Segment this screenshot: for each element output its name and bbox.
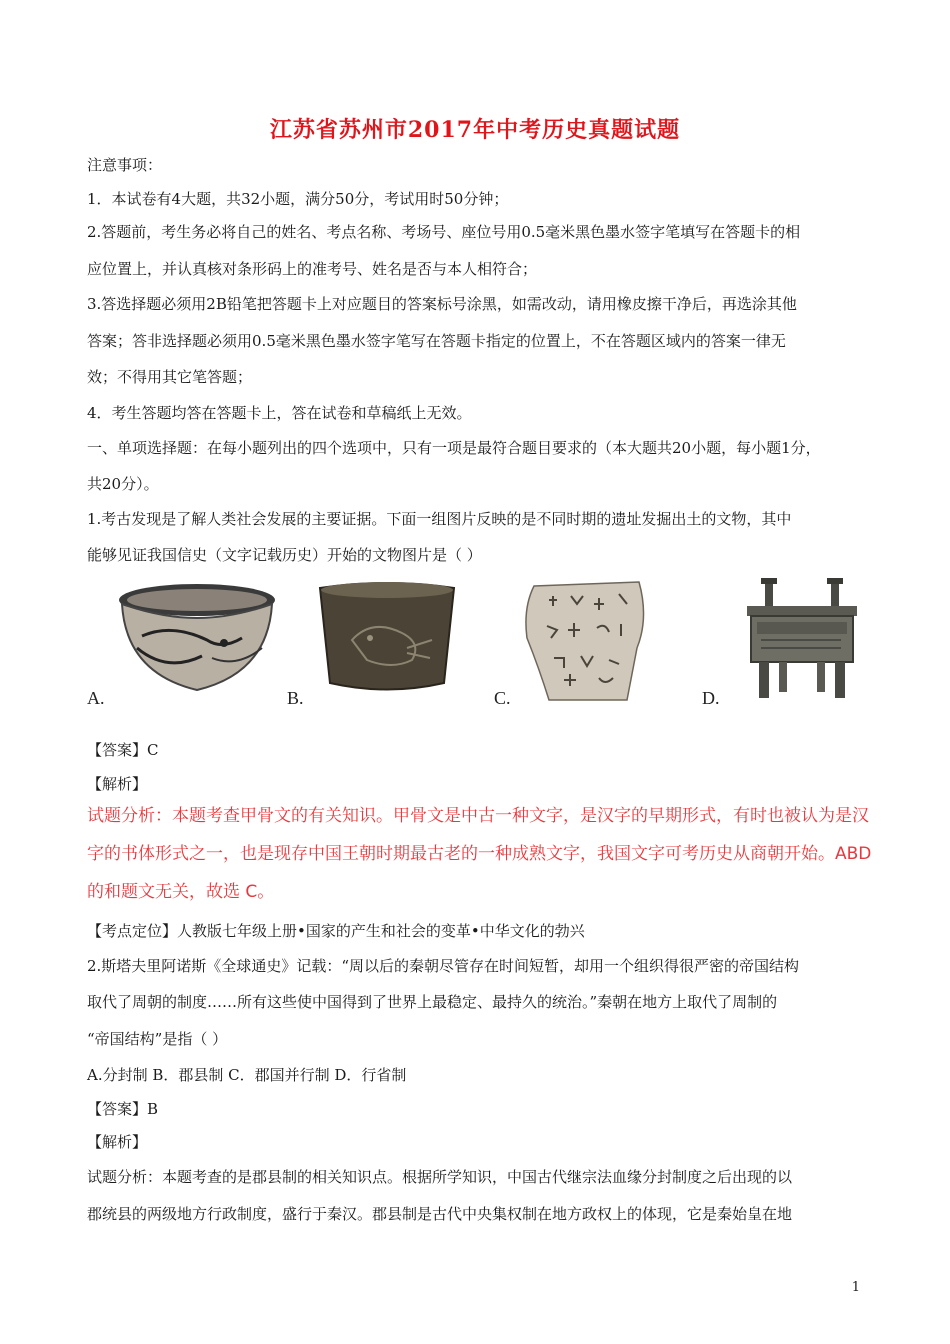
analysis-text: 郡统县的两级地方行政制度，盛行于秦汉。郡县制是古代中央集权制在地方政权上的体现，它是秦始皇在地 bbox=[87, 1205, 793, 1223]
question-stem: 能够见证我国信史（文字记载历史）开始的文物图片是（ ） bbox=[87, 546, 482, 564]
question-stem: 1.考古发现是了解人类社会发展的主要证据。下面一组图片反映的是不同时期的遗址发掘出土的文物，其中 bbox=[87, 510, 792, 528]
question-stem: 2.斯塔夫里阿诺斯《全球通史》记载：“周以后的秦朝尽管存在时间短暂，却用一个组织得很严密的帝国结构 bbox=[87, 957, 799, 975]
question-options: A.分封制 B．郡县制 C．郡国并行制 D．行省制 bbox=[87, 1066, 407, 1084]
notice-line: 3.答选择题必须用2B铅笔把答题卡上对应题目的答案标号涂黑，如需改动，请用橡皮擦干净后，再选涂其他 bbox=[87, 295, 797, 313]
oracle-bone-image bbox=[519, 578, 654, 703]
option-label-b: B. bbox=[287, 688, 304, 708]
answer: 【答案】B bbox=[87, 1100, 159, 1118]
answer: 【答案】C bbox=[87, 741, 159, 759]
notice-line: 4．考生答题均答在答题卡上，答在试卷和草稿纸上无效。 bbox=[87, 404, 472, 422]
option-label-c: C. bbox=[494, 688, 511, 708]
analysis-text: 字的书体形式之一，也是现存中国王朝时期最古老的一种成熟文字，我国文字可考历史从商朝开始。ABD bbox=[87, 844, 872, 864]
analysis-label: 【解析】 bbox=[87, 1133, 148, 1151]
question-stem: “帝国结构”是指（ ） bbox=[87, 1030, 228, 1048]
notice-heading: 注意事项： bbox=[87, 156, 163, 174]
option-label-a: A. bbox=[87, 688, 105, 708]
document-title: 江苏省苏州市2017年中考历史真题试题 bbox=[269, 117, 681, 143]
page-number: 1 bbox=[851, 1280, 860, 1295]
option-label-d: D. bbox=[702, 688, 720, 708]
bronze-ding-image bbox=[737, 578, 867, 703]
analysis-text: 的和题文无关，故选 C。 bbox=[87, 882, 275, 902]
analysis-text: 试题分析：本题考查甲骨文的有关知识。甲骨文是中古一种文字，是汉字的早期形式，有时也被认为是汉 bbox=[87, 806, 869, 826]
carved-vessel-image bbox=[312, 578, 462, 698]
artifact-images bbox=[87, 578, 877, 708]
notice-line: 效；不得用其它笔答题； bbox=[87, 368, 253, 386]
analysis-text: 试题分析：本题考查的是郡县制的相关知识点。根据所学知识，中国古代继宗法血缘分封制度之后出现的以 bbox=[87, 1168, 793, 1186]
section-instruction: 共20分）。 bbox=[87, 475, 159, 493]
analysis-label: 【解析】 bbox=[87, 775, 148, 793]
notice-line: 2.答题前，考生务必将自己的姓名、考点名称、考场号、座位号用0.5毫米黑色墨水签字笔填写在答题卡的相 bbox=[87, 223, 801, 241]
knowledge-point: 【考点定位】人教版七年级上册•国家的产生和社会的变革•中华文化的勃兴 bbox=[87, 922, 585, 940]
notice-line: 答案；答非选择题必须用0.5毫米黑色墨水签字笔写在答题卡指定的位置上，不在答题区域内的答案一律无 bbox=[87, 332, 786, 350]
notice-line: 应位置上，并认真核对条形码上的准考号、姓名是否与本人相符合； bbox=[87, 260, 538, 278]
section-instruction: 一、单项选择题：在每小题列出的四个选项中，只有一项是最符合题目要求的（本大题共20小题，每小题1分， bbox=[87, 439, 821, 457]
notice-line: 1．本试卷有4大题，共32小题，满分50分，考试用时50分钟； bbox=[87, 190, 509, 208]
question-stem: 取代了周朝的制度……所有这些使中国得到了世界上最稳定、最持久的统治。”秦朝在地方上取代了周制的 bbox=[87, 993, 778, 1011]
pottery-basin-image bbox=[112, 578, 282, 698]
